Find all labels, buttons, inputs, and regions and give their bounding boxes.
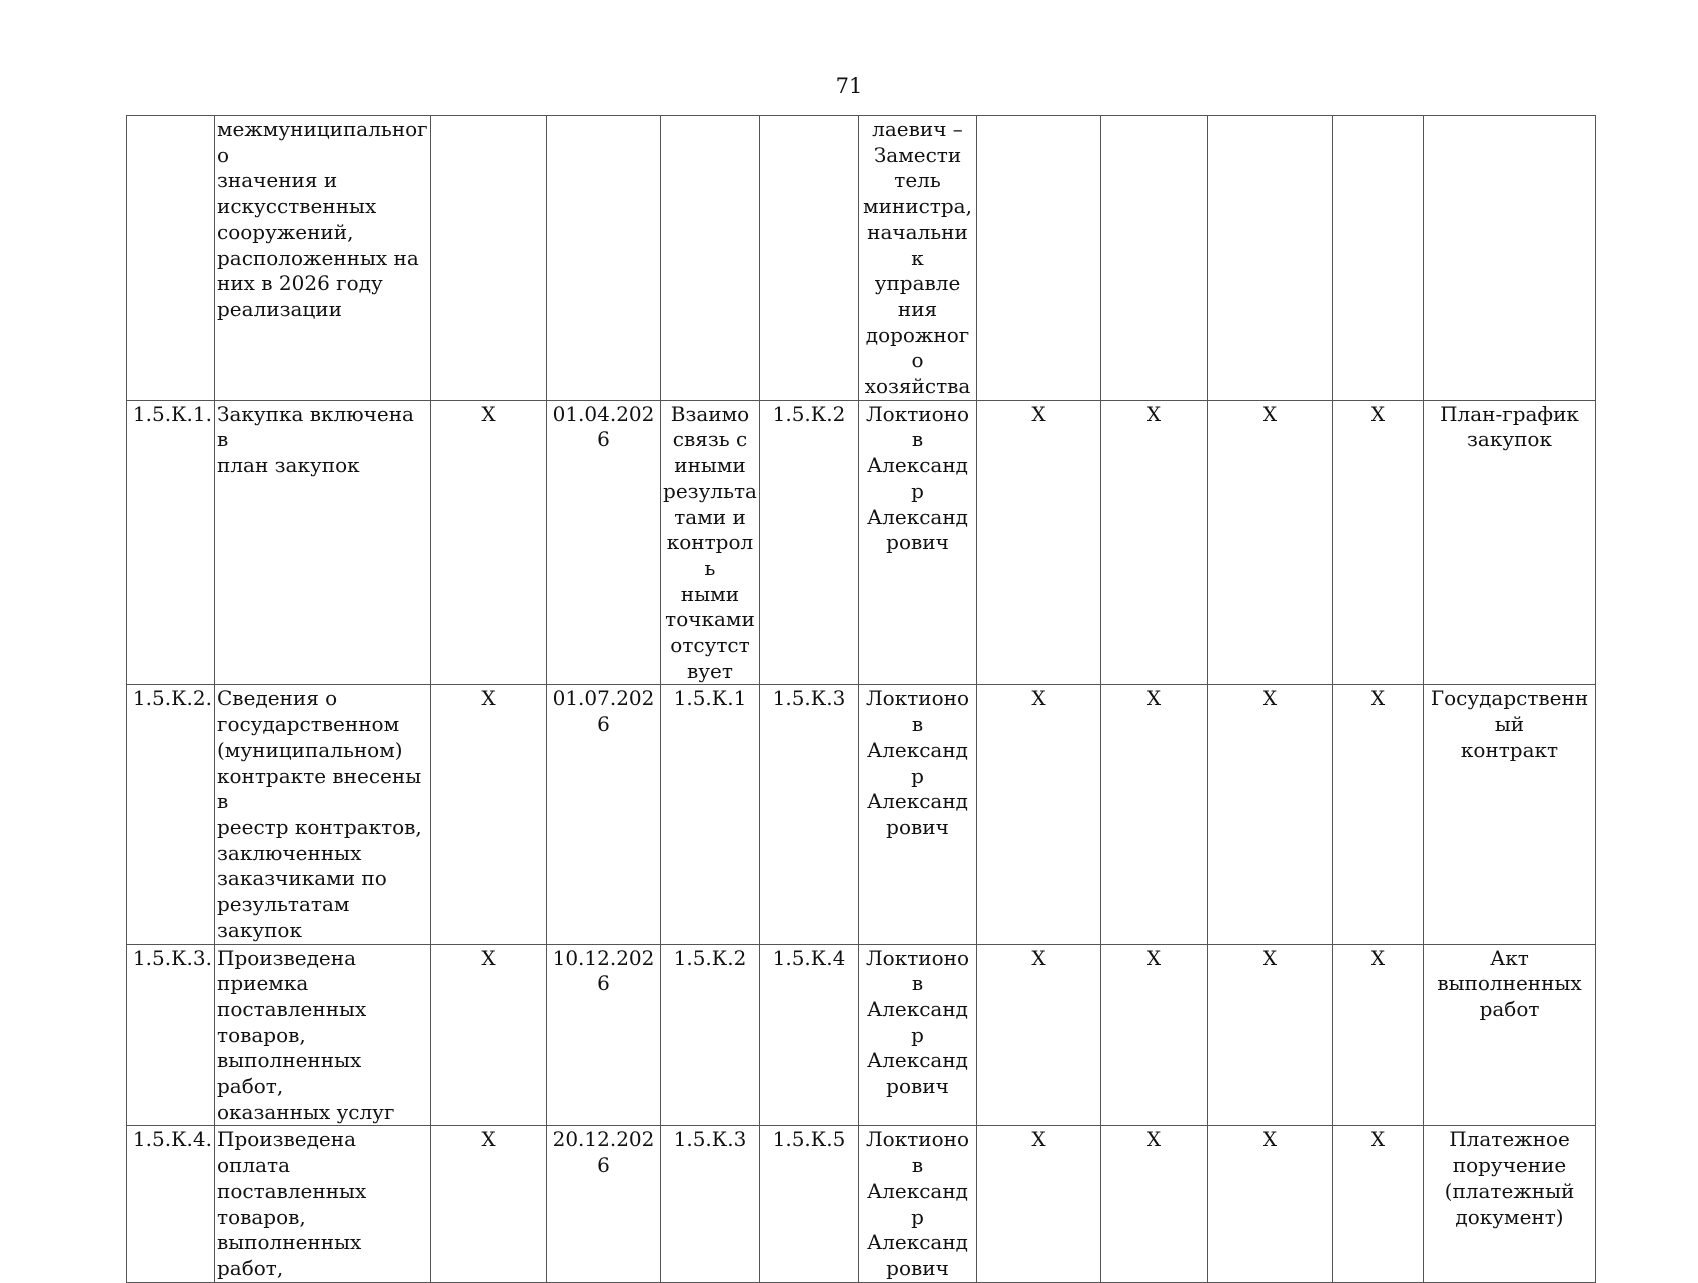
row-end-date: 01.04.2026 (547, 400, 661, 685)
row-predecessor: 1.5.К.1 (661, 685, 760, 944)
row-mark-2 (1101, 116, 1208, 401)
row-document: Акт выполненных работ (1424, 944, 1596, 1126)
row-start (431, 116, 547, 401)
row-name: Сведения о государственном (муниципальном) контракте внесены в реестр контрактов, заключенных заказчиками по результатам закупок (215, 685, 431, 944)
row-mark-3: X (1208, 1126, 1333, 1282)
row-mark-2: X (1101, 685, 1208, 944)
row-name: Произведена приемка поставленных товаров, выполненных работ, оказанных услуг (215, 944, 431, 1126)
row-end-date: 20.12.2026 (547, 1126, 661, 1282)
table-row (127, 400, 1596, 685)
row-responsible: Локтионов Александр Александ рович (859, 400, 977, 685)
row-responsible: Локтионов Александр Александ рович (859, 944, 977, 1126)
row-end-date (547, 116, 661, 401)
table-row (127, 116, 1596, 401)
row-responsible: Локтионов Александр Александ рович (859, 1126, 977, 1282)
row-mark-4: X (1333, 400, 1424, 685)
row-predecessor: 1.5.К.3 (661, 1126, 760, 1282)
row-mark-3 (1208, 116, 1333, 401)
row-predecessor: 1.5.К.2 (661, 944, 760, 1126)
row-code: 1.5.К.2. (127, 685, 215, 944)
row-successor: 1.5.К.2 (760, 400, 859, 685)
row-code: 1.5.К.1. (127, 400, 215, 685)
row-mark-1: X (977, 1126, 1101, 1282)
row-end-date: 01.07.2026 (547, 685, 661, 944)
row-mark-4: X (1333, 685, 1424, 944)
row-code: 1.5.К.4. (127, 1126, 215, 1282)
row-successor: 1.5.К.3 (760, 685, 859, 944)
row-start: X (431, 400, 547, 685)
table-row (127, 685, 1596, 944)
row-predecessor: Взаимо связь с иными результа тами и контроль ными точками отсутст вует (661, 400, 760, 685)
row-mark-2: X (1101, 400, 1208, 685)
row-mark-4: X (1333, 1126, 1424, 1282)
row-document: План-график закупок (1424, 400, 1596, 685)
row-mark-4: X (1333, 944, 1424, 1126)
row-responsible: лаевич – Замести тель министра, начальник управле ния дорожного хозяйства (859, 116, 977, 401)
row-successor: 1.5.К.5 (760, 1126, 859, 1282)
row-code (127, 116, 215, 401)
row-mark-1 (977, 116, 1101, 401)
row-successor (760, 116, 859, 401)
row-mark-2: X (1101, 1126, 1208, 1282)
row-mark-1: X (977, 685, 1101, 944)
row-mark-4 (1333, 116, 1424, 401)
row-mark-3: X (1208, 944, 1333, 1126)
row-start: X (431, 685, 547, 944)
row-responsible: Локтионов Александр Александ рович (859, 685, 977, 944)
row-predecessor (661, 116, 760, 401)
row-start: X (431, 1126, 547, 1282)
row-document (1424, 116, 1596, 401)
row-name: межмуниципального значения и искусственных сооружений, расположенных на них в 2026 году реализации (215, 116, 431, 401)
table-row (127, 1126, 1596, 1282)
row-document: Государственный контракт (1424, 685, 1596, 944)
row-mark-3: X (1208, 400, 1333, 685)
row-end-date: 10.12.2026 (547, 944, 661, 1126)
row-document: Платежное поручение (платежный документ) (1424, 1126, 1596, 1282)
row-mark-1: X (977, 400, 1101, 685)
row-name: Закупка включена в план закупок (215, 400, 431, 685)
row-mark-1: X (977, 944, 1101, 1126)
row-name: Произведена оплата поставленных товаров, выполненных работ, (215, 1126, 431, 1282)
row-successor: 1.5.К.4 (760, 944, 859, 1126)
table-row (127, 944, 1596, 1126)
row-start: X (431, 944, 547, 1126)
page-number: 71 (835, 74, 863, 98)
row-mark-2: X (1101, 944, 1208, 1126)
control-points-table (126, 115, 1596, 1283)
row-code: 1.5.К.3. (127, 944, 215, 1126)
row-mark-3: X (1208, 685, 1333, 944)
